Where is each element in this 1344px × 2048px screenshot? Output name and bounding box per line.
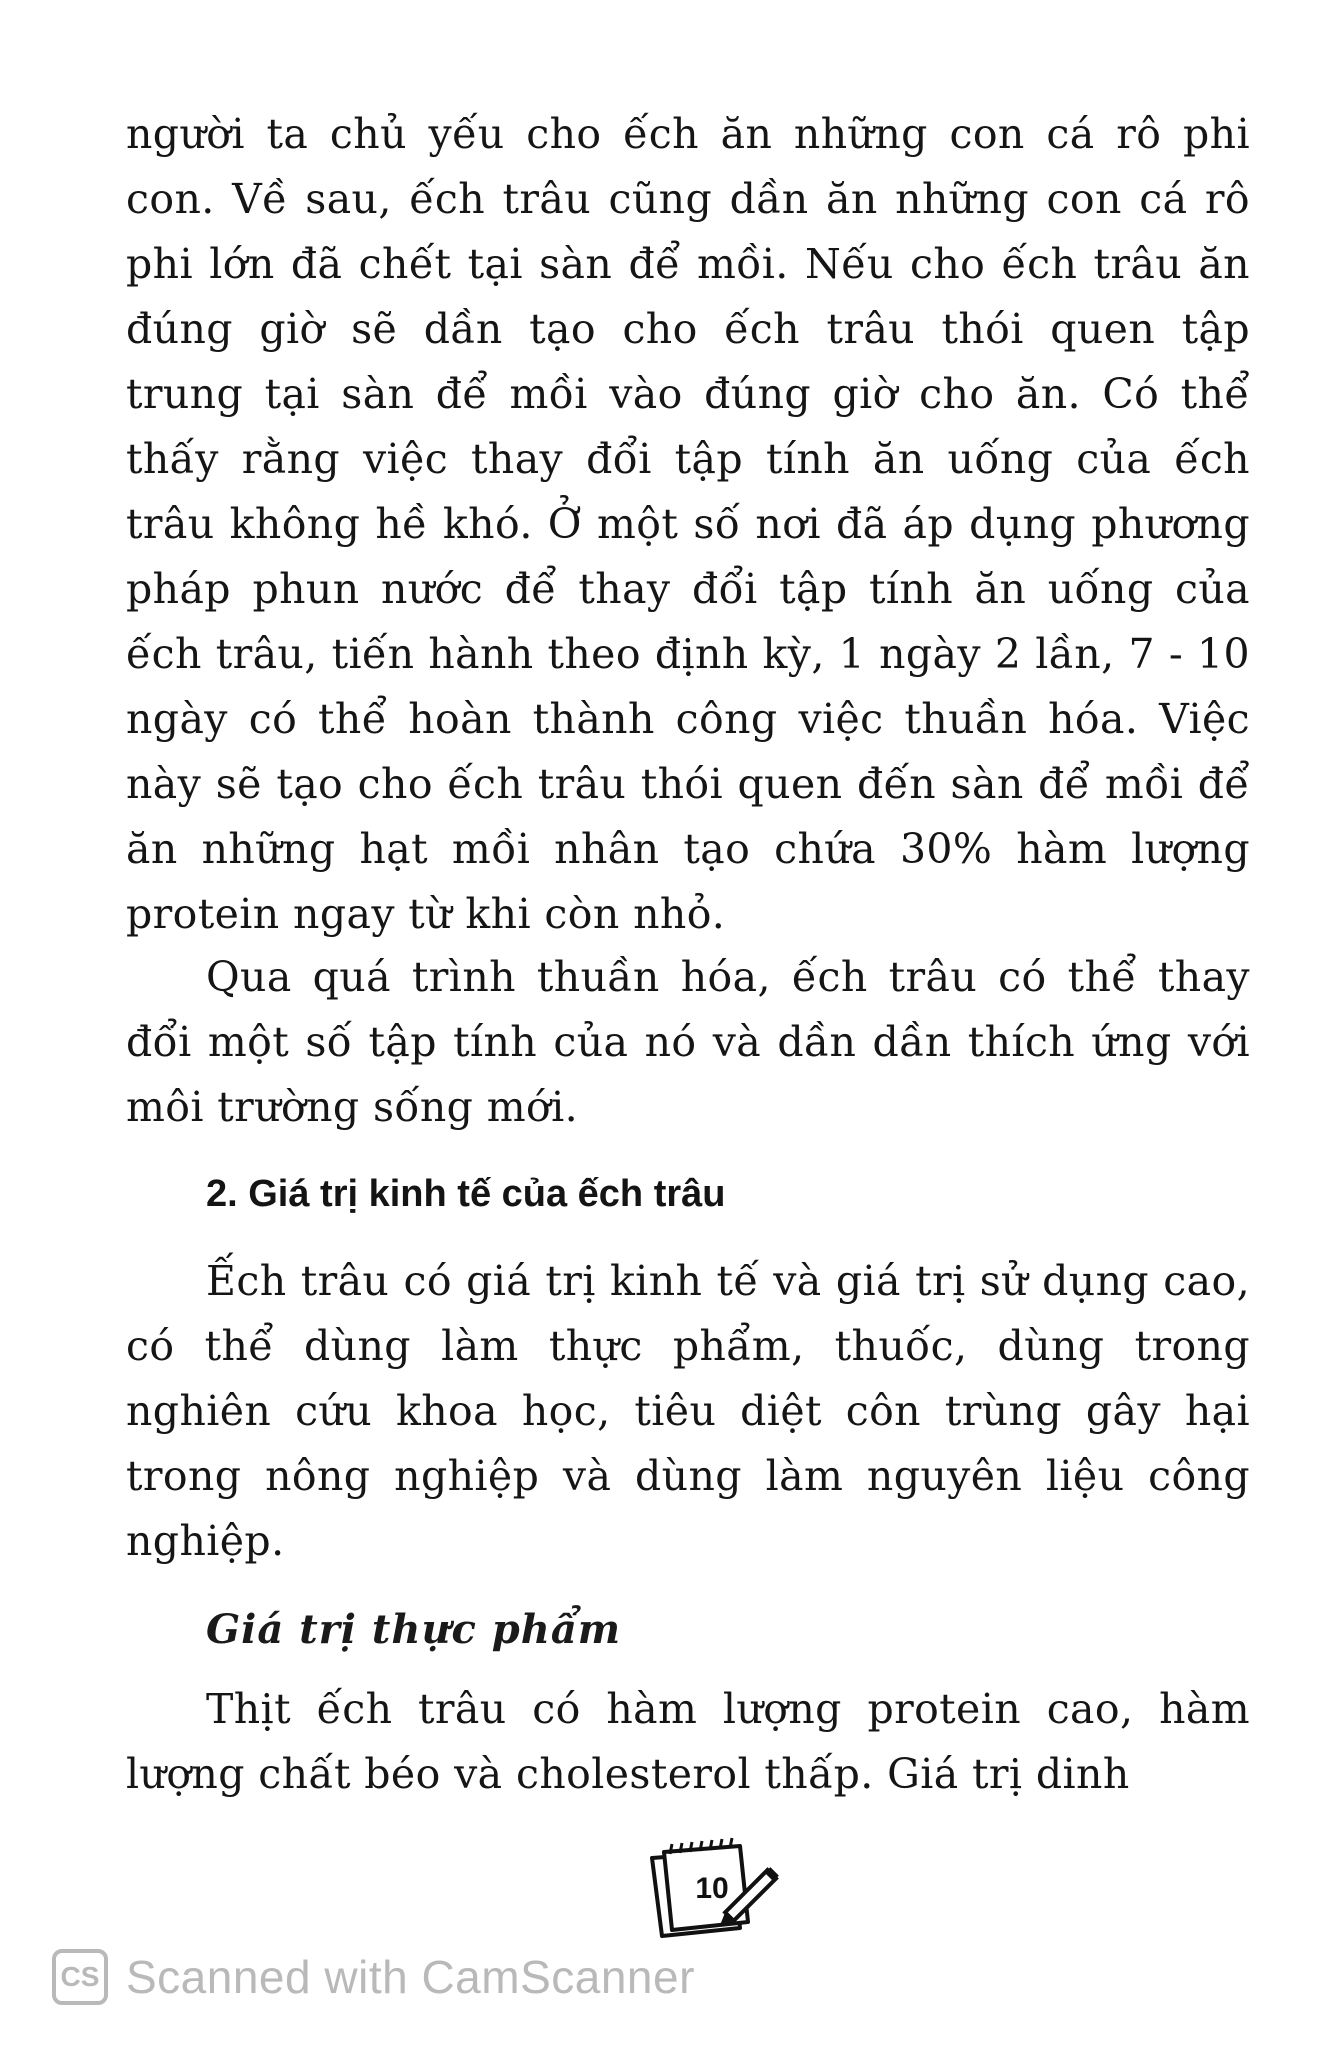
camscanner-watermark [52, 1942, 695, 2012]
page-number: 10 [695, 1872, 729, 1905]
text-block-3 [126, 1249, 1250, 1574]
paragraph: Thịt ếch trâu có hàm lượng protein cao, hàm lượng chất béo và cholesterol thấp. Giá trị dinh [126, 1685, 1250, 1798]
paragraph: người ta chủ yếu cho ếch ăn những con cá rô phi con. Về sau, ếch trâu cũng dần ăn những con cá rô phi lớn đã chết tại sàn để mồi. Nếu cho ếch trâu ăn đúng giờ sẽ dần tạo cho ếch trâu thói quen tập trung tại sàn để mồi vào đúng giờ cho ăn. Có thể thấy rằng việc thay đổi tập tính ăn uống của ếch trâu không hề khó. Ở một số nơi đã áp dụng phương pháp phun nước để thay đổi tập tính ăn uống của ếch trâu, tiến hành theo định kỳ, 1 ngày 2 lần, 7 - 10 ngày có thể hoàn thành công việc thuần hóa. Việc này sẽ tạo cho ếch trâu thói quen đến sàn để mồi để ăn những hạt mồi nhân tạo chứa 30% hàm lượng protein ngay từ khi còn nhỏ. [126, 110, 1250, 938]
paragraph: Ếch trâu có giá trị kinh tế và giá trị sử dụng cao, có thể dùng làm thực phẩm, thuốc, dùng trong nghiên cứu khoa học, tiêu diệt côn trùng gây hại trong nông nghiệp và dùng làm nguyên liệu công nghiệp. [126, 1257, 1250, 1565]
page-number-badge [640, 1836, 790, 1946]
section-heading: 2. Giá trị kinh tế của ếch trâu [206, 1173, 726, 1215]
paragraph: Qua quá trình thuần hóa, ếch trâu có thể thay đổi một số tập tính của nó và dần dần thích ứng với môi trường sống mới. [126, 953, 1250, 1131]
watermark-text: Scanned with CamScanner [126, 1951, 695, 2003]
text-block-2 [126, 945, 1250, 1140]
text-block-4 [126, 1677, 1250, 1807]
subheading: Giá trị thực phẩm [206, 1606, 622, 1653]
text-block-1 [126, 102, 1250, 947]
camscanner-logo-icon: CS [52, 1949, 108, 2005]
